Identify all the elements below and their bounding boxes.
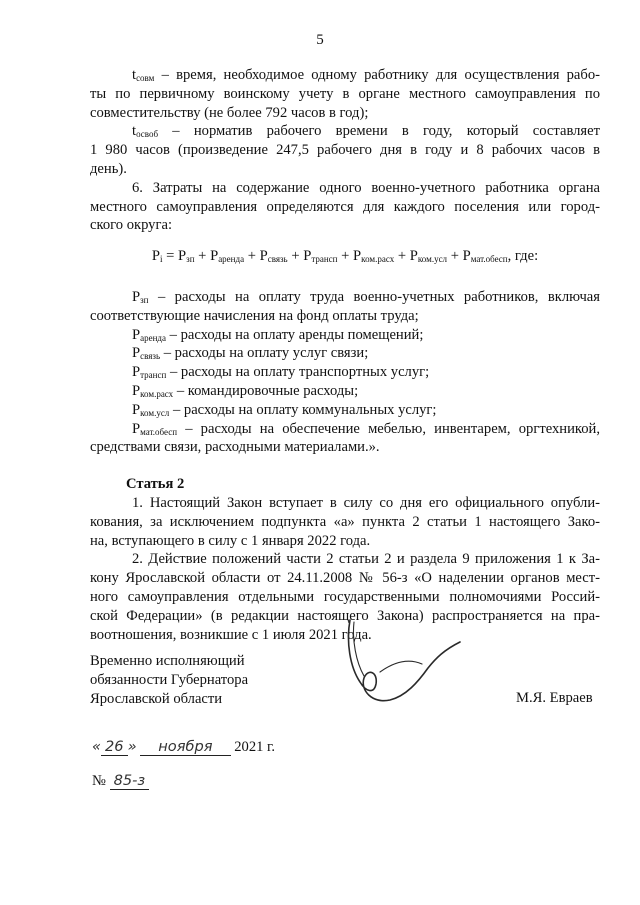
signatory-name: М.Я. Евраев bbox=[516, 690, 593, 706]
definition-p-kom-usl: $P_{ком.усл}$ – расходы на оплату коммунальных услуг; bbox=[132, 401, 437, 418]
cost-formula: $P_i = P_{зп} + P_{аренда} + P_{связь} + P_{трансп} + P_{ком.расх} + P_{ком.усл} + P_{мат.обесп}$, где: bbox=[151, 248, 539, 265]
law-number: № 85-з bbox=[92, 772, 149, 790]
definition-p-svyaz: $P_{связь}$ – расходы на оплату услуг связи; bbox=[132, 345, 369, 362]
definition-p-mat: $P_{мат.обесп}$ – расходы на обеспечение мебелью, инвентарем, оргтехникой, bbox=[132, 420, 600, 437]
handwritten-signature bbox=[310, 612, 470, 712]
definition-p-transp: $P_{трансп}$ – расходы на оплату транспортных услуг; bbox=[132, 364, 430, 381]
definition-p-arenda: $P_{аренда}$ – расходы на оплату аренды помещений; bbox=[132, 326, 424, 343]
date-month: ноября bbox=[140, 738, 230, 756]
definition-p-kom-rasx: $P_{ком.расх}$ – командировочные расходы; bbox=[132, 382, 359, 399]
article-2-paragraph-2: 2. Действие положений части 2 статьи 2 и раздела 9 приложения 1 к За- bbox=[132, 551, 600, 568]
definition-t-osvob: $t_{освоб}$ – норматив рабочего времени в году, который составляет bbox=[132, 123, 600, 140]
definition-p-zp: $P_{зп}$ – расходы на оплату труда военно-учетных работников, включая bbox=[132, 288, 600, 305]
definition-t-sovm: $t_{совм}$ – время, необходимое одному работнику для осуществления рабо- bbox=[132, 67, 600, 83]
document-body: $t_{совм}$ – время, необходимое одному работнику для осуществления рабо- ты по первичному воинскому учету в органе местного самоуправления по совместительству (не более 792 часов в год); $t_{освоб}$ – норматив рабочего времени в году, который составляет 1 980 часов (произведение 247,5 рабочего дня в году и 8 рабочих часов в день). 6. Затраты на содержание одного военно-учетного работника органа местного самоуправления определяются для каждого поселения или город- ского округа: $P_i = P_{зп} + P_{аренда} + P_{связь} + P_{трансп} + P_{ком.расх} + P_{ком.усл} + P_{мат.обесп}$, где: $P_{зп}$ – расходы на оплату труда военно-учетных работников, включая соответствующие начисления на фонд оплаты труда; $P_{аренда}$ – расходы на оплату аренды помещений; $P_{связь}$ – расходы на оплату услуг связи; $P_{трансп}$ – расходы на оплату транспортных услуг; $P_{ком.расх}$ – командировочные расходы; $P_{ком.усл}$ – расходы на оплату коммунальных услуг; $P_{мат.обесп}$ – расходы на обеспечение мебелью, инвентарем, оргтехникой, средствами связи, расходными материалами.». Статья 2 1. Настоящий Закон вступает в силу со дня его официального опубли- кования, за исключением подпункта «а» пункта 2 статьи 1 настоящего Зако- на, вступающего в силу с 1 января 2022 года. 2. Действие положений части 2 статьи 2 и раздела 9 приложения 1 к За- кону Ярославской области от 24.11.2008 № 56-з «О наделении органов мест- ного самоуправления отдельными государственными полномочиями Россий- ской Федерации» (в редакции настоящего Закона) распространяется на пра- воотношения, возникшие с 1 июля 2021 года. bbox=[90, 67, 600, 643]
law-number-value: 85-з bbox=[110, 772, 150, 790]
point-6: 6. Затраты на содержание одного военно-учетного работника органа bbox=[132, 179, 600, 196]
page-number: 5 bbox=[316, 32, 324, 48]
signing-date: « 26 » ноября 2021 г. bbox=[92, 738, 276, 755]
date-day: 26 bbox=[101, 738, 128, 756]
article-2-paragraph-1: 1. Настоящий Закон вступает в силу со дня его официального опубли- bbox=[132, 494, 600, 511]
article-2-heading: Статья 2 bbox=[126, 476, 185, 493]
signatory-title: Временно исполняющий обязанности Губернатора Ярославской области bbox=[90, 653, 249, 707]
